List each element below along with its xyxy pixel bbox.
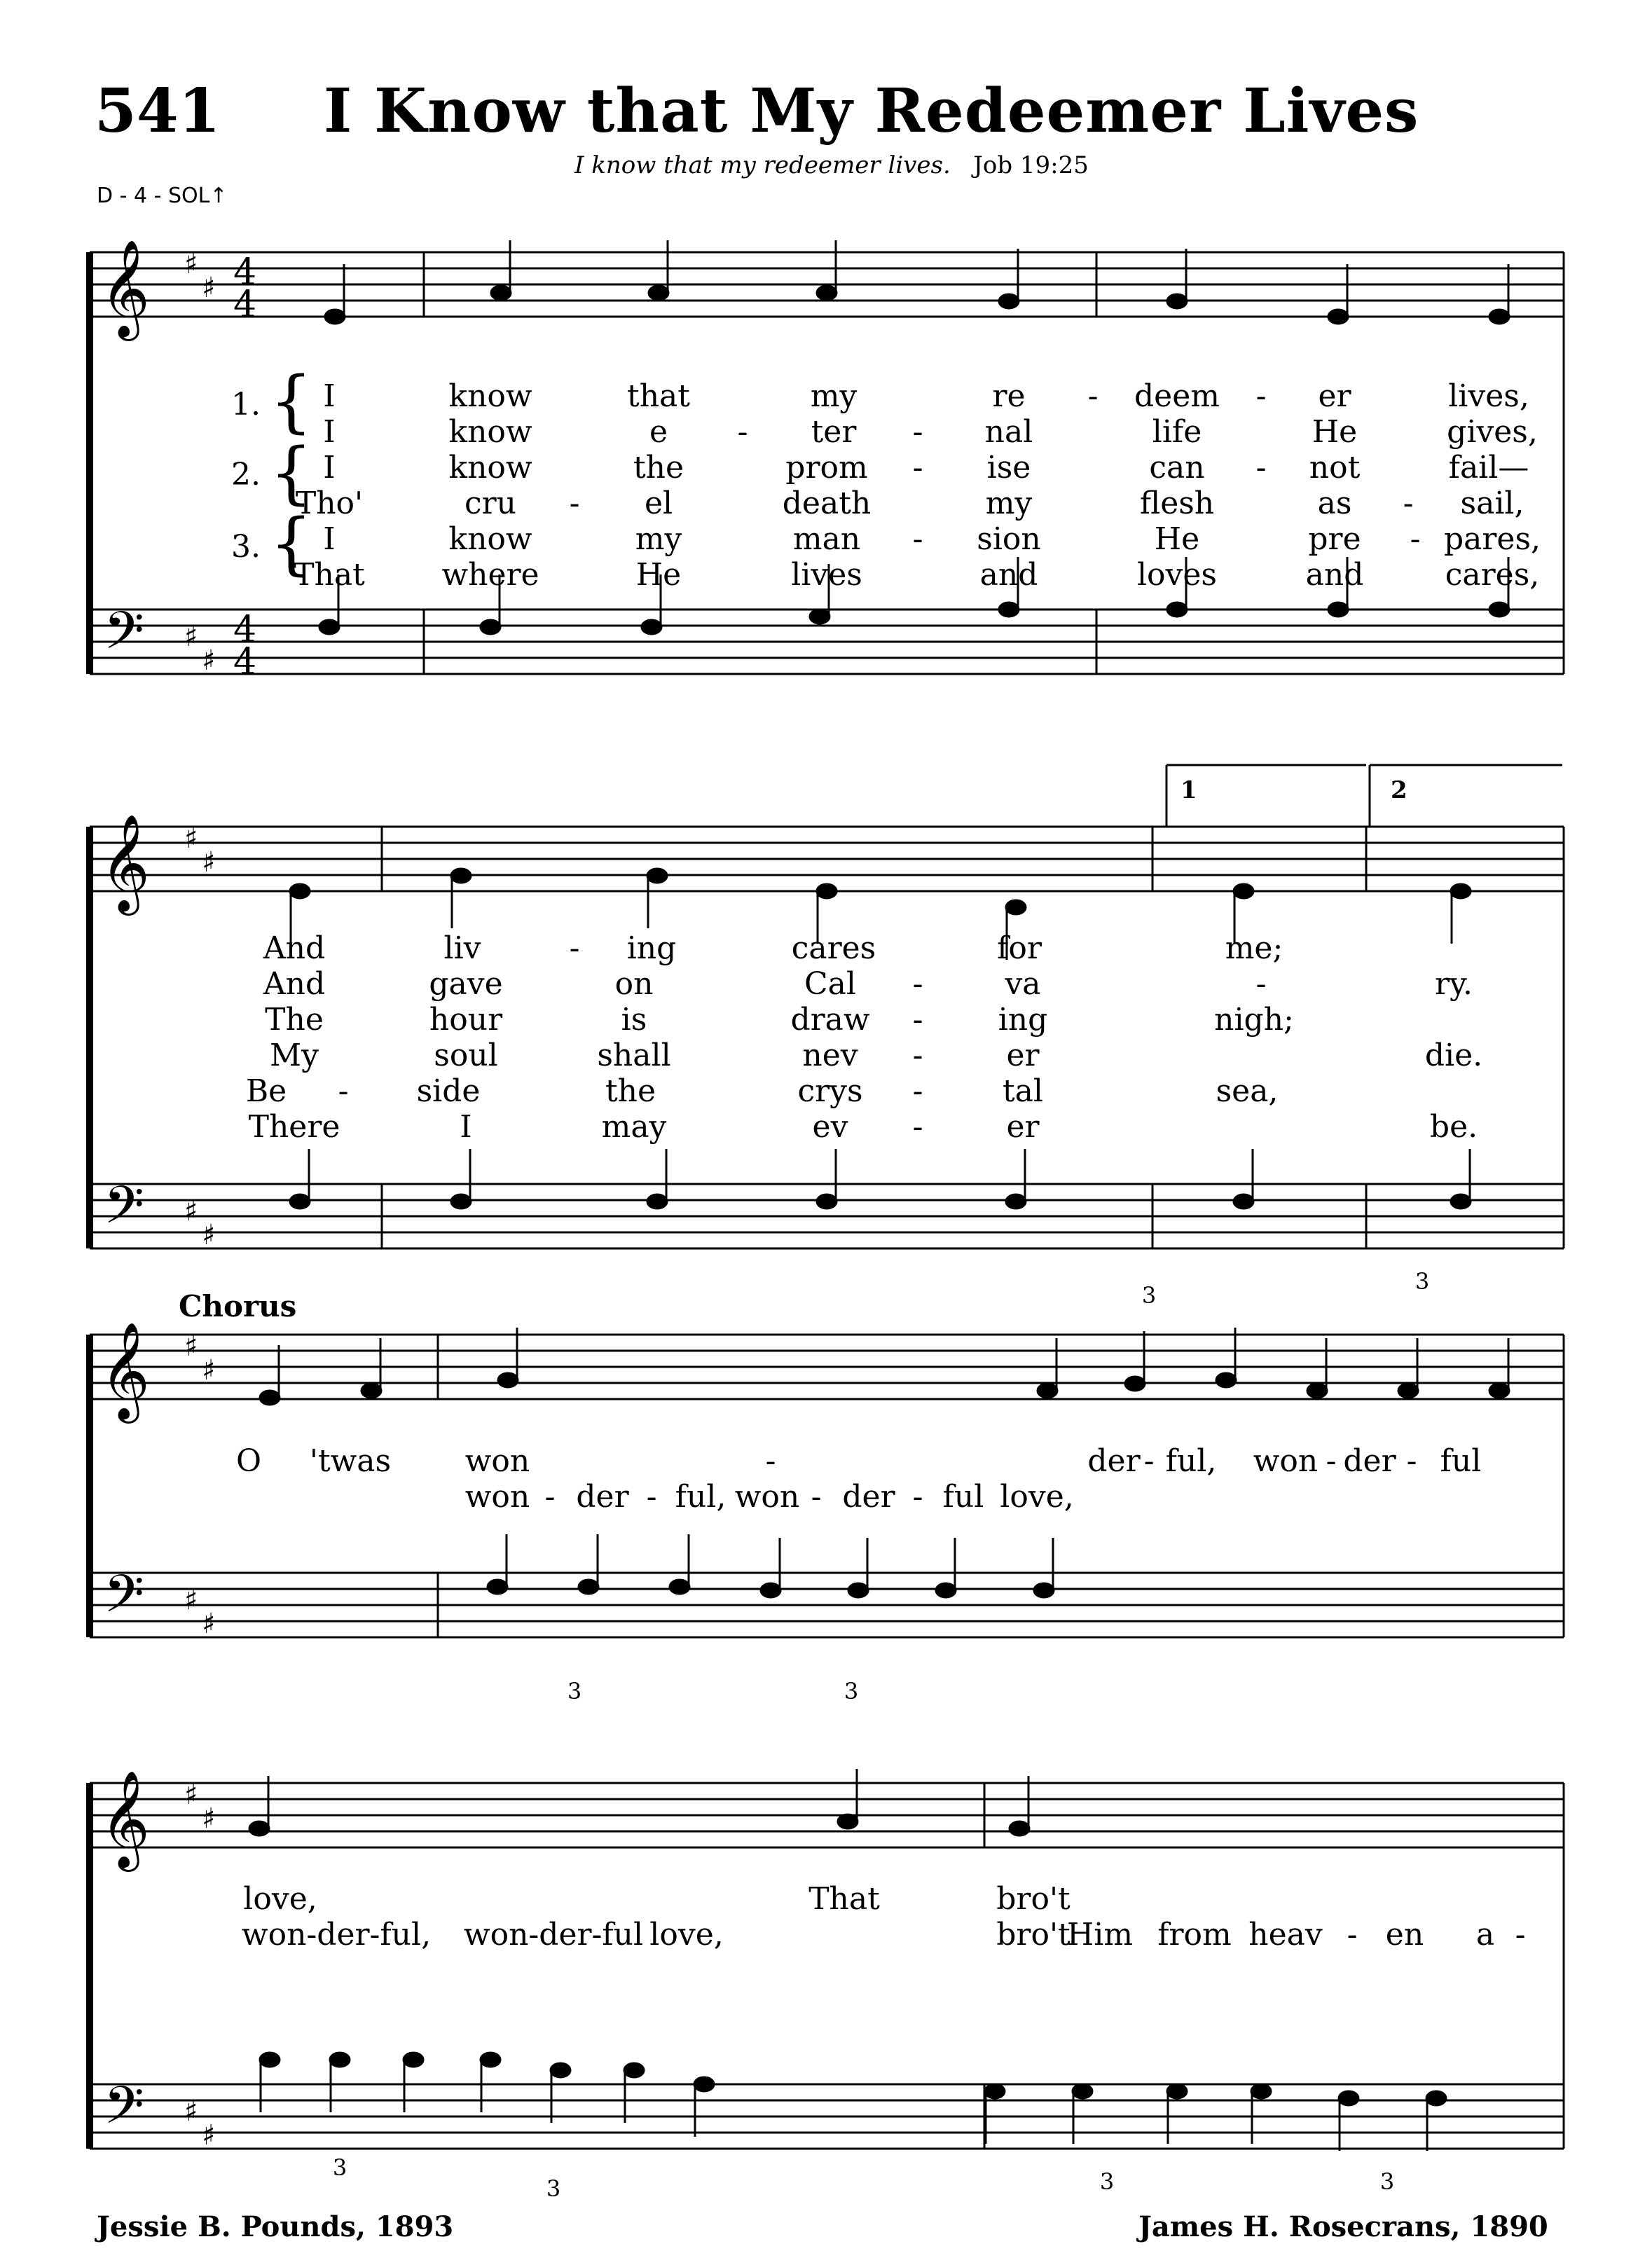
- bass-note: [488, 1580, 507, 1594]
- lyric-syllable: may: [601, 1109, 667, 1145]
- key-signature-sharp: ♯: [184, 621, 198, 653]
- verse-brace: {: [270, 434, 313, 512]
- lyric-syllable: that: [627, 378, 690, 414]
- time-signature-top: 4: [233, 609, 257, 651]
- lyric-syllable: er: [1006, 1109, 1040, 1145]
- lyric-syllable: I: [323, 378, 336, 414]
- chorus-lyric: heav: [1248, 1917, 1323, 1953]
- treble-clef: 𝄞: [100, 1770, 150, 1868]
- chorus-lyric: won: [1253, 1443, 1319, 1479]
- lyric-syllable: -: [569, 930, 580, 966]
- chorus-lyric: a: [1475, 1917, 1495, 1953]
- lyric-syllable: man: [792, 521, 861, 557]
- melody-note: [1328, 310, 1348, 324]
- bass-clef: 𝄢: [104, 2075, 144, 2149]
- lyric-syllable: on: [614, 966, 654, 1002]
- melody-note: [1451, 884, 1471, 898]
- chorus-lyric: -: [912, 1479, 923, 1515]
- chorus-lyric: won-der-ful,: [241, 1917, 432, 1953]
- bass-note: [1328, 603, 1348, 617]
- lyric-syllable: nev: [802, 1038, 858, 1073]
- lyric-syllable: -: [912, 450, 923, 486]
- melody-note: [260, 1391, 280, 1405]
- lyric-syllable: sion: [977, 521, 1041, 557]
- bass-note: [319, 620, 339, 634]
- lyric-syllable: know: [448, 414, 532, 450]
- second-ending-label: 2: [1391, 776, 1407, 804]
- lyric-syllable: lives,: [1448, 378, 1529, 414]
- bass-clef: 𝄢: [104, 600, 144, 674]
- lyric-syllable: sea,: [1216, 1073, 1279, 1109]
- melody-note: [817, 884, 837, 898]
- lyricist-credit: Jessie B. Pounds, 1893: [97, 2210, 454, 2243]
- key-signature-sharp: ♯: [184, 1584, 198, 1616]
- time-signature-top: 4: [233, 252, 257, 294]
- chorus-lyric: -: [1347, 1917, 1358, 1953]
- lyric-syllable: pre: [1308, 521, 1361, 557]
- lyric-syllable: tal: [1003, 1073, 1043, 1109]
- lyric-syllable: sail,: [1460, 486, 1524, 521]
- lyric-syllable: pares,: [1443, 521, 1541, 557]
- triplet-marker: 3: [546, 2175, 561, 2202]
- triplet-marker: 3: [567, 1678, 582, 1705]
- melody-note: [1125, 1377, 1145, 1391]
- melody-note: [999, 294, 1019, 308]
- bass-note: [761, 1583, 780, 1597]
- melody-note: [491, 286, 511, 300]
- lyric-syllable: er: [1006, 1038, 1040, 1073]
- bass-note: [1451, 1195, 1471, 1209]
- bass-note: [481, 620, 500, 634]
- key-signature-sharp: ♯: [202, 1219, 216, 1251]
- lyric-syllable: ise: [986, 450, 1031, 486]
- lyric-syllable: and: [979, 557, 1038, 593]
- lyric-syllable: me;: [1225, 930, 1283, 966]
- lyric-syllable: -: [912, 414, 923, 450]
- lyric-syllable: Tho': [295, 486, 364, 521]
- treble-staff: [90, 827, 1564, 891]
- lyric-syllable: e: [649, 414, 668, 450]
- bass-note: [1426, 2091, 1446, 2105]
- melody-note: [1307, 1384, 1327, 1398]
- lyric-syllable: draw: [790, 1002, 870, 1038]
- bass-staff: [90, 1573, 1564, 1637]
- key-signature-sharp: ♯: [202, 846, 216, 879]
- lyric-syllable: -: [737, 414, 748, 450]
- bass-clef: 𝄢: [104, 1564, 144, 1637]
- lyric-syllable: ing: [626, 930, 677, 966]
- lyric-syllable: -: [338, 1073, 349, 1109]
- treble-clef: 𝄞: [100, 240, 150, 337]
- lyric-syllable: -: [1255, 378, 1267, 414]
- chorus-lyric: 'twas: [309, 1443, 392, 1479]
- lyric-syllable: and: [1305, 557, 1364, 593]
- lyric-syllable: -: [1403, 486, 1414, 521]
- chorus-lyric: bro't: [996, 1881, 1071, 1917]
- lyric-syllable: cru: [464, 486, 517, 521]
- chorus-lyric: -: [811, 1479, 822, 1515]
- scripture-quote: I know that my redeemer lives.: [574, 151, 951, 179]
- lyric-syllable: as: [1317, 486, 1352, 521]
- bass-note: [810, 610, 830, 624]
- chorus-lyric: -: [1326, 1443, 1337, 1479]
- bass-note: [1167, 2084, 1187, 2098]
- key-signature-sharp: ♯: [202, 645, 216, 677]
- lyric-syllable: -: [1255, 450, 1267, 486]
- chorus-lyric: ful: [942, 1479, 984, 1515]
- lyric-syllable: my: [635, 521, 682, 557]
- verse-number-1: 1.: [231, 387, 261, 422]
- lyric-syllable: ev: [812, 1109, 848, 1145]
- chorus-lyric: en: [1385, 1917, 1424, 1953]
- lyric-syllable: He: [635, 557, 682, 593]
- lyric-syllable: cares,: [1445, 557, 1540, 593]
- time-signature-bottom: 4: [233, 284, 257, 326]
- lyric-syllable: crys: [797, 1073, 863, 1109]
- chorus-lyric: love,: [1000, 1479, 1074, 1515]
- bass-note: [642, 620, 661, 634]
- melody-note: [1234, 884, 1253, 898]
- bass-note: [624, 2063, 644, 2077]
- lyric-syllable: fail—: [1448, 450, 1529, 486]
- lyric-syllable: the: [633, 450, 684, 486]
- chorus-lyric: Him: [1066, 1917, 1134, 1953]
- lyric-syllable: There: [248, 1109, 340, 1145]
- lyric-syllable: va: [1005, 966, 1041, 1002]
- bass-note: [999, 603, 1019, 617]
- treble-clef: 𝄞: [100, 1322, 150, 1419]
- bass-clef: 𝄢: [104, 1175, 144, 1248]
- chorus-label: Chorus: [179, 1289, 297, 1323]
- scripture-ref: Job 19:25: [973, 151, 1089, 179]
- triplet-marker: 3: [1099, 2168, 1115, 2195]
- lyric-syllable: side: [416, 1073, 481, 1109]
- key-signature-sharp: ♯: [184, 1330, 198, 1363]
- lyric-syllable: -: [1087, 378, 1099, 414]
- treble-staff: [90, 252, 1564, 317]
- lyric-syllable: where: [441, 557, 539, 593]
- lyric-syllable: soul: [434, 1038, 498, 1073]
- bass-note: [936, 1583, 956, 1597]
- lyric-syllable: -: [912, 1073, 923, 1109]
- melody-note: [362, 1384, 381, 1398]
- key-signature-sharp: ♯: [184, 2095, 198, 2128]
- key-signature-sharp: ♯: [184, 248, 198, 280]
- bass-note: [1073, 2084, 1092, 2098]
- bass-note: [481, 2053, 500, 2067]
- key-signature-sharp: ♯: [202, 1354, 216, 1386]
- lyric-syllable: -: [912, 521, 923, 557]
- melody-note: [649, 286, 668, 300]
- time-signature-bottom: 4: [233, 641, 257, 683]
- lyric-syllable: lives: [791, 557, 862, 593]
- melody-note: [249, 1822, 269, 1836]
- lyric-syllable: my: [810, 378, 858, 414]
- key-signature-sharp: ♯: [202, 2119, 216, 2152]
- melody-note: [325, 310, 345, 324]
- lyric-syllable: er: [1318, 378, 1351, 414]
- chorus-lyric: -: [1143, 1443, 1155, 1479]
- lyric-syllable: -: [1255, 966, 1267, 1002]
- melody-note: [498, 1373, 518, 1387]
- bass-note: [579, 1580, 598, 1594]
- lyric-syllable: That: [294, 557, 365, 593]
- lyric-syllable: And: [263, 966, 326, 1002]
- lyric-syllable: ry.: [1434, 966, 1473, 1002]
- bass-note: [1339, 2091, 1358, 2105]
- triplet-marker: 3: [332, 2154, 347, 2181]
- lyric-syllable: The: [265, 1002, 324, 1038]
- lyric-syllable: ter: [811, 414, 857, 450]
- chorus-lyric: love,: [243, 1881, 317, 1917]
- verse-number-3: 3.: [231, 529, 261, 565]
- lyric-syllable: deem: [1134, 378, 1220, 414]
- bass-note: [551, 2063, 570, 2077]
- key-signature-sharp: ♯: [184, 1779, 198, 1811]
- lyric-syllable: be.: [1429, 1109, 1478, 1145]
- treble-staff: [90, 1335, 1564, 1399]
- bass-note: [1489, 603, 1509, 617]
- lyric-syllable: is: [621, 1002, 647, 1038]
- lyric-syllable: -: [912, 1038, 923, 1073]
- chorus-lyric: -: [646, 1479, 657, 1515]
- chorus-lyric: love,: [649, 1917, 724, 1953]
- hymn-title: I Know that My Redeemer Lives: [324, 76, 1419, 146]
- bass-note: [1251, 2084, 1271, 2098]
- bass-note: [985, 2084, 1005, 2098]
- melody-note: [1489, 310, 1509, 324]
- lyric-syllable: can: [1149, 450, 1205, 486]
- key-info: D - 4 - SOL↑: [97, 184, 228, 208]
- lyric-syllable: I: [323, 450, 336, 486]
- lyric-syllable: loves: [1136, 557, 1218, 593]
- lyric-syllable: re: [992, 378, 1026, 414]
- lyric-syllable: know: [448, 521, 532, 557]
- bass-note: [330, 2053, 350, 2067]
- chorus-lyric: ful,: [1165, 1443, 1217, 1479]
- chorus-lyric: won: [464, 1443, 530, 1479]
- chorus-lyric: O: [235, 1443, 262, 1479]
- bass-note: [1234, 1195, 1253, 1209]
- lyric-syllable: life: [1152, 414, 1202, 450]
- lyric-syllable: He: [1154, 521, 1200, 557]
- chorus-lyric: der: [842, 1479, 895, 1515]
- composer-credit: James H. Rosecrans, 1890: [1138, 2210, 1548, 2243]
- treble-clef: 𝄞: [100, 814, 150, 911]
- bass-note: [1006, 1195, 1026, 1209]
- lyric-syllable: not: [1309, 450, 1361, 486]
- lyric-syllable: -: [1410, 521, 1421, 557]
- lyric-syllable: ing: [998, 1002, 1048, 1038]
- melody-note: [838, 1815, 858, 1829]
- lyric-syllable: He: [1312, 414, 1358, 450]
- melody-note: [1398, 1384, 1418, 1398]
- chorus-lyric: ful: [1440, 1443, 1482, 1479]
- lyric-syllable: gave: [429, 966, 503, 1002]
- lyric-syllable: my: [985, 486, 1033, 521]
- melody-note: [1216, 1373, 1236, 1387]
- lyric-syllable: death: [782, 486, 872, 521]
- treble-staff: [90, 1783, 1564, 1847]
- melody-note: [1167, 294, 1187, 308]
- chorus-lyric: -: [1406, 1443, 1417, 1479]
- chorus-lyric: der: [1343, 1443, 1396, 1479]
- melody-note: [1038, 1384, 1057, 1398]
- chorus-lyric: from: [1157, 1917, 1232, 1953]
- bass-note: [1034, 1583, 1054, 1597]
- bass-note: [290, 1195, 310, 1209]
- chorus-lyric: bro't: [996, 1917, 1071, 1953]
- key-signature-sharp: ♯: [202, 1803, 216, 1835]
- lyric-syllable: And: [263, 930, 326, 966]
- melody-note: [451, 869, 471, 883]
- key-signature-sharp: ♯: [202, 272, 216, 304]
- melody-note: [290, 884, 310, 898]
- lyric-syllable: die.: [1424, 1038, 1483, 1073]
- verse-brace: {: [270, 362, 313, 441]
- lyric-syllable: I: [460, 1109, 472, 1145]
- melody-note: [647, 869, 667, 883]
- melody-note: [1006, 900, 1026, 914]
- bass-note: [848, 1583, 868, 1597]
- bass-note: [404, 2053, 423, 2067]
- bass-note: [1167, 603, 1187, 617]
- chorus-lyric: -: [1515, 1917, 1526, 1953]
- triplet-marker: 3: [1414, 1268, 1430, 1295]
- chorus-lyric: won: [734, 1479, 800, 1515]
- lyric-syllable: -: [912, 1109, 923, 1145]
- chorus-lyric: -: [765, 1443, 776, 1479]
- lyric-syllable: nal: [984, 414, 1033, 450]
- key-signature-sharp: ♯: [202, 1608, 216, 1640]
- lyric-syllable: gives,: [1447, 414, 1538, 450]
- melody-note: [817, 286, 837, 300]
- chorus-lyric: der: [576, 1479, 629, 1515]
- lyric-syllable: -: [569, 486, 580, 521]
- hymn-number: 541: [95, 76, 221, 146]
- lyric-syllable: I: [323, 414, 336, 450]
- chorus-lyric: won: [464, 1479, 530, 1515]
- lyric-syllable: shall: [597, 1038, 671, 1073]
- bass-note: [451, 1195, 471, 1209]
- chorus-lyric: won-der-ful: [463, 1917, 644, 1953]
- lyric-syllable: el: [644, 486, 673, 521]
- bass-note: [260, 2053, 280, 2067]
- first-ending-label: 1: [1181, 776, 1197, 804]
- lyric-syllable: know: [448, 378, 532, 414]
- lyric-syllable: flesh: [1139, 486, 1215, 521]
- lyric-syllable: Be: [245, 1073, 287, 1109]
- bass-note: [647, 1195, 667, 1209]
- lyric-syllable: for: [997, 930, 1042, 966]
- triplet-marker: 3: [844, 1678, 859, 1705]
- verse-number-2: 2.: [231, 457, 261, 493]
- bass-note: [670, 1580, 689, 1594]
- lyric-syllable: I: [323, 521, 336, 557]
- lyric-syllable: know: [448, 450, 532, 486]
- lyric-syllable: prom: [785, 450, 868, 486]
- lyric-syllable: nigh;: [1214, 1002, 1294, 1038]
- lyric-syllable: My: [270, 1038, 319, 1073]
- chorus-lyric: That: [808, 1881, 880, 1917]
- lyric-syllable: cares: [791, 930, 876, 966]
- key-signature-sharp: ♯: [184, 822, 198, 855]
- lyric-syllable: -: [912, 966, 923, 1002]
- triplet-marker: 3: [1379, 2168, 1395, 2195]
- lyric-syllable: Cal: [804, 966, 856, 1002]
- melody-note: [1010, 1822, 1029, 1836]
- bass-note: [817, 1195, 837, 1209]
- lyric-syllable: -: [912, 1002, 923, 1038]
- verse-brace: {: [270, 504, 313, 583]
- lyric-syllable: hour: [429, 1002, 503, 1038]
- chorus-lyric: -: [544, 1479, 556, 1515]
- lyric-syllable: liv: [443, 930, 481, 966]
- bass-note: [694, 2077, 714, 2091]
- chorus-lyric: ful,: [675, 1479, 727, 1515]
- lyric-syllable: the: [605, 1073, 656, 1109]
- key-signature-sharp: ♯: [184, 1195, 198, 1227]
- melody-note: [1489, 1384, 1509, 1398]
- chorus-lyric: der: [1087, 1443, 1141, 1479]
- triplet-marker: 3: [1141, 1282, 1157, 1309]
